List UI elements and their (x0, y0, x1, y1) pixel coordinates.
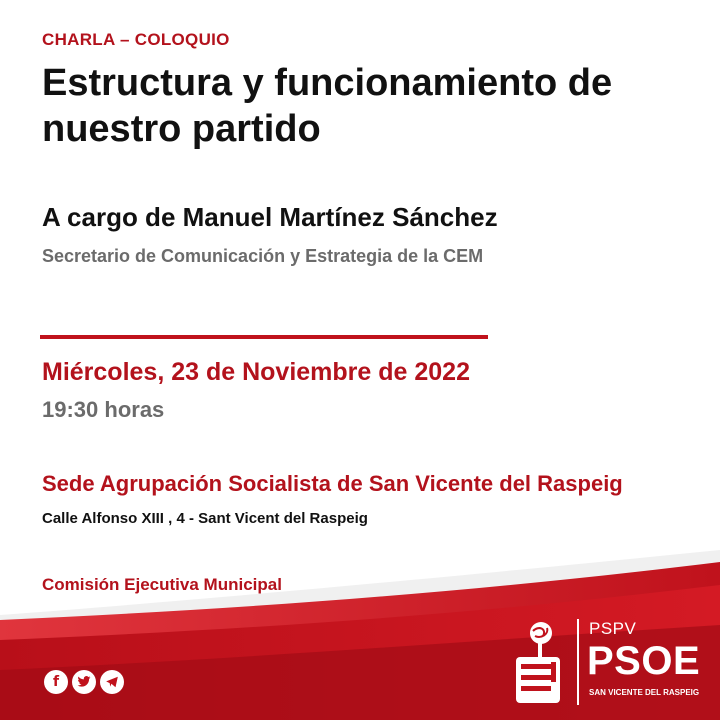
facebook-icon[interactable]: f (44, 670, 68, 694)
rose-fist-icon (511, 619, 567, 709)
section-divider (40, 335, 488, 339)
logo-party-label: PSPV (589, 619, 637, 638)
logo-subtitle: SAN VICENTE DEL RASPEIG (589, 688, 700, 697)
event-title-line-1: Estructura y funcionamiento de (42, 62, 613, 104)
social-links (44, 670, 124, 694)
event-title (42, 60, 612, 152)
logo-divider (577, 619, 579, 705)
speaker-name: A cargo de Manuel Martínez Sánchez (42, 202, 498, 232)
event-venue: Sede Agrupación Socialista de San Vicente del Raspeig (42, 471, 623, 496)
logo-main-label: PSOE (587, 639, 701, 683)
organizer: Comisión Ejecutiva Municipal (42, 575, 282, 594)
event-kicker: CHARLA – COLOQUIO (42, 30, 230, 49)
event-date: Miércoles, 23 de Noviembre de 2022 (42, 358, 470, 386)
telegram-icon[interactable] (100, 670, 124, 694)
event-title-line-2: nuestro partido (42, 108, 321, 150)
twitter-icon[interactable] (72, 670, 96, 694)
party-logo (505, 615, 705, 715)
event-time: 19:30 horas (42, 397, 165, 422)
event-address: Calle Alfonso XIII , 4 - Sant Vicent del Raspeig (42, 510, 368, 527)
speaker-role: Secretario de Comunicación y Estrategia de la CEM (42, 246, 484, 266)
